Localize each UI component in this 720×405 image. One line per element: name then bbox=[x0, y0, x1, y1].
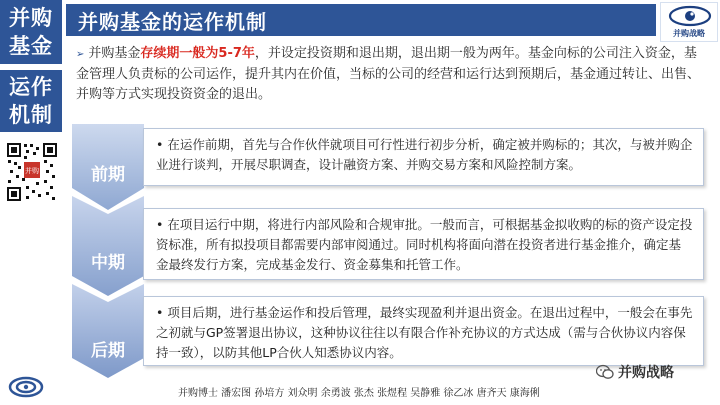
bullet-arrow-icon: ➢ bbox=[76, 49, 85, 60]
intro-after: ，并设定投资期和退出期，退出期一般为两年。基金向标的公司注入资金，基金管理人负责标的公司运作，提升其内在价值，当标的公司的经营和运行达到预期后，基金通过转让、出售、并购等方式实现投资资金的退出。 bbox=[76, 46, 701, 102]
intro-highlight: 存续期一般为5-7年 bbox=[140, 46, 255, 61]
page-title: 并购基金的运作机制 bbox=[78, 9, 267, 34]
footer-logo bbox=[8, 376, 44, 398]
wechat-account bbox=[596, 360, 708, 384]
sidebar-topic-line2: 机制 bbox=[9, 103, 53, 127]
stage-detail-text: 在运作前期，首先与合作伙伴就项目可行性进行初步分析，确定被并购标的；其次，与被并购企业进行谈判，开展尽职调查，设计融资方案、并购交易方案和风险控制方案。 bbox=[156, 137, 693, 172]
sidebar-topic-tag bbox=[0, 70, 62, 132]
authors-line: 并购博士 潘宏图 孙培方 刘众明 余勇波 张杰 张煜程 吴静雅 徐乙冰 唐齐天 康海俐 bbox=[178, 388, 540, 399]
sidebar-tag-line1: 并购 bbox=[9, 6, 53, 30]
swirl-logo-icon bbox=[8, 376, 44, 398]
qr-code bbox=[6, 142, 58, 202]
stage-label: 中期 bbox=[91, 253, 125, 273]
stage-detail-box bbox=[143, 296, 704, 366]
bullet-dot-icon: • bbox=[156, 217, 164, 232]
intro-before: 并购基金 bbox=[88, 46, 141, 61]
page-title-bar bbox=[66, 4, 656, 36]
stage-detail-text: 项目后期，进行基金运作和投后管理，最终实现盈利并退出资金。在退出过程中，一般会在事先之初就与GP签署退出协议，这种协议往往以有限合作补充协议的方式达成（需与合伙协议内容保持一致），以防其他LP合伙人知悉协议内容。 bbox=[156, 305, 693, 360]
wechat-account-name: 并购战略 bbox=[618, 365, 674, 381]
sidebar-tag-line2: 基金 bbox=[9, 34, 53, 58]
stage-detail-box bbox=[143, 208, 704, 280]
wechat-icon bbox=[596, 364, 614, 380]
bullet-dot-icon: • bbox=[156, 137, 164, 152]
sidebar-topic-line1: 运作 bbox=[9, 75, 53, 99]
bullet-dot-icon: • bbox=[156, 305, 164, 320]
stage-chevron-middle bbox=[72, 196, 144, 296]
stage-detail-text: 在项目运行中期，将进行内部风险和合规审批。一般而言，可根据基金拟收购的标的资产设定投资标准，所有拟投项目都需要内部审阅通过。同时机构将面向潜在投资者进行基金推介，确定基金最终发行方案，完成基金发行、资金募集和托管工作。 bbox=[156, 217, 693, 272]
stage-detail-box bbox=[143, 128, 704, 186]
stage-label: 后期 bbox=[91, 341, 125, 361]
brand-logo bbox=[660, 2, 718, 42]
stage-chevron-late bbox=[72, 284, 144, 378]
eye-icon bbox=[661, 3, 719, 29]
qr-badge-text: 并购 bbox=[25, 167, 39, 175]
logo-text: 并购战略 bbox=[673, 29, 705, 38]
intro-paragraph bbox=[76, 44, 706, 105]
sidebar-section-tag bbox=[0, 0, 62, 64]
stage-label: 前期 bbox=[91, 165, 125, 185]
